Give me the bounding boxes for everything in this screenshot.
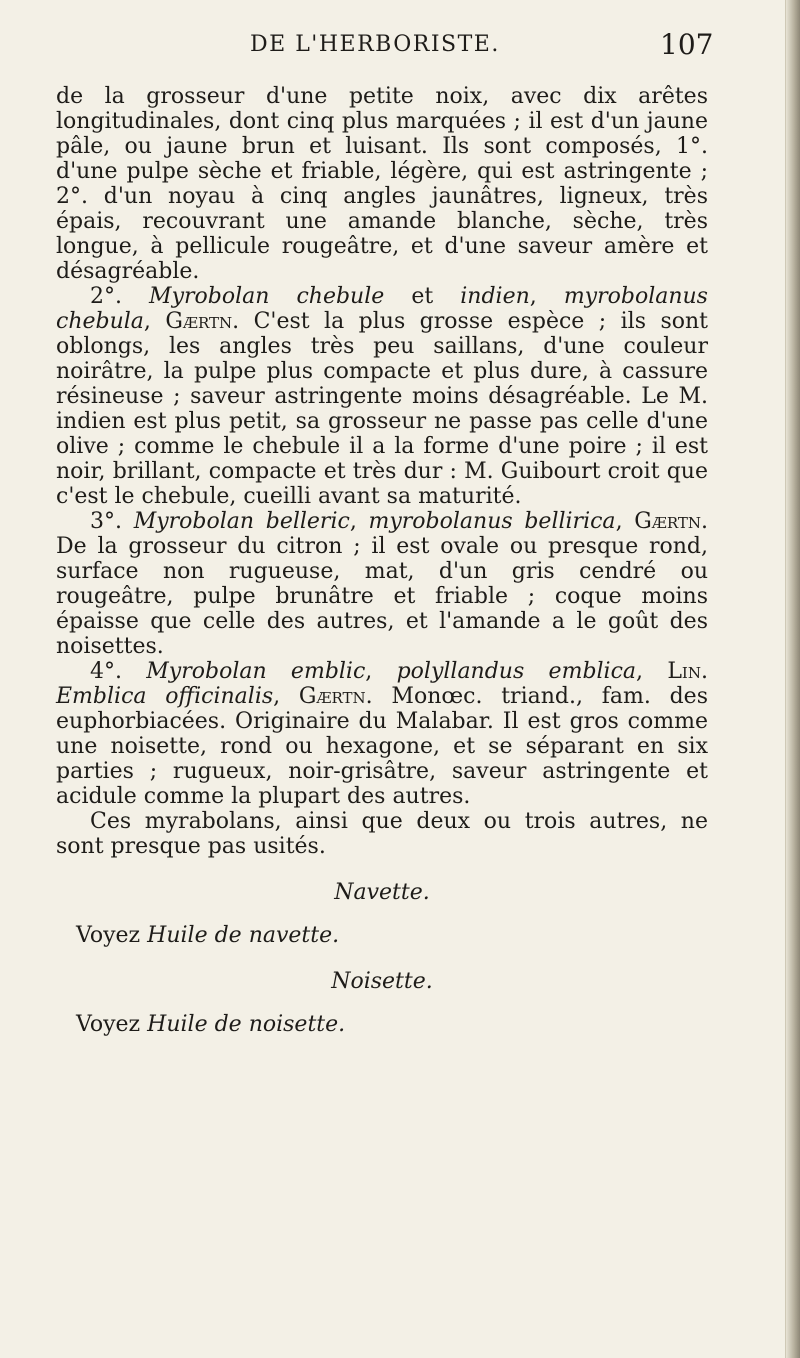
see-also-noisette [56,1012,708,1037]
italic-term: polyllandus emblica [396,659,637,684]
paragraph-continuation [56,84,708,284]
italic-term: myrobolanus chebula [56,284,708,334]
text-run: 3°. [90,509,134,534]
text-run: C'est la plus grosse espèce ; ils sont oblongs, les angles très peu saillans, d'une couleur noirâtre, la pulpe plus compacte et plus dure, à cassure résineuse ; saveur astringente moins désagréable. Le M. indien est plus petit, sa grosseur ne passe pas celle d'une olive ; comme le chebule il a la forme d'une poire ; il est noir, brillant, compacte et très dur : M. Guibourt croit que c'est le chebule, cueilli avant sa maturité. [56,309,708,509]
text-run: 4°. [90,659,147,684]
text-run: , [365,659,397,684]
text-run: 2°. [90,284,150,309]
text-run: , [143,309,166,334]
author-abbrev: Gærtn. [298,684,373,709]
see-also-navette [56,923,708,948]
text-run: Ces myrabolans, ainsi que deux ou trois autres, ne sont presque pas usités. [56,809,708,859]
text-run: De la grosseur du citron ; il est ovale ou presque rond, surface non rugueuse, mat, d'un gris cendré ou rougeâtre, pulpe brunâtre et friable ; coque moins épaisse que celle des autres, et l'amande a le goût des noisettes. [56,534,708,659]
text-run: Monœc. triand., fam. des euphorbiacées. Originaire du Malabar. Il est gros comme une noisette, rond ou hexagone, et se séparant en six parties ; rugueux, noir-grisâtre, saveur astringente et acidule comme la plupart des autres. [56,684,708,809]
author-abbrev: Lin. [667,659,708,684]
see-reference: Huile de navette. [147,923,340,948]
text-run: et [384,284,461,309]
italic-term: Myrobolan emblic [146,659,366,684]
text-run: , [636,659,668,684]
entry-title-noisette: Noisette. [331,969,433,994]
page-number: 107 [660,28,714,61]
italic-term: Myrobolan belleric [133,509,350,534]
paragraph-myrobolan-chebule [56,284,708,509]
running-head [150,24,750,64]
text-run: , [615,509,635,534]
see-prefix: Voyez [76,923,148,948]
italic-term: Emblica officinalis [56,684,274,709]
see-reference: Huile de noisette. [147,1012,346,1037]
entry-title-navette: Navette. [334,880,430,905]
text-run: , [529,284,564,309]
author-abbrev: Gærtn. [165,309,240,334]
italic-term: indien [460,284,530,309]
text-run: , [349,509,369,534]
page-edge-shadow [786,0,800,1358]
italic-term: myrobolanus bellirica [368,509,616,534]
running-head-title: DE L'HERBORISTE. [250,32,500,57]
body-text [56,84,708,1037]
paragraph-myrobolan-belleric [56,509,708,659]
text-run: , [273,684,299,709]
italic-term: Myrobolan chebule [149,284,385,309]
text-run: de la grosseur d'une petite noix, avec dix arêtes longitudinales, dont cinq plus marquées ; il est d'un jaune pâle, ou jaune brun et luisant. Ils sont composés, 1°. d'une pulpe sèche et friable, légère, qui est astringente ; 2°. d'un noyau à cinq angles jaunâtres, ligneux, très épais, recouvrant une amande blanche, sèche, très longue, à pellicule rougeâtre, et d'une saveur amère et désagréable. [56,84,708,284]
paragraph-myrobolan-emblic [56,659,708,809]
see-prefix: Voyez [76,1012,148,1037]
author-abbrev: Gærtn. [634,509,708,534]
paragraph-usage-note [56,809,708,859]
